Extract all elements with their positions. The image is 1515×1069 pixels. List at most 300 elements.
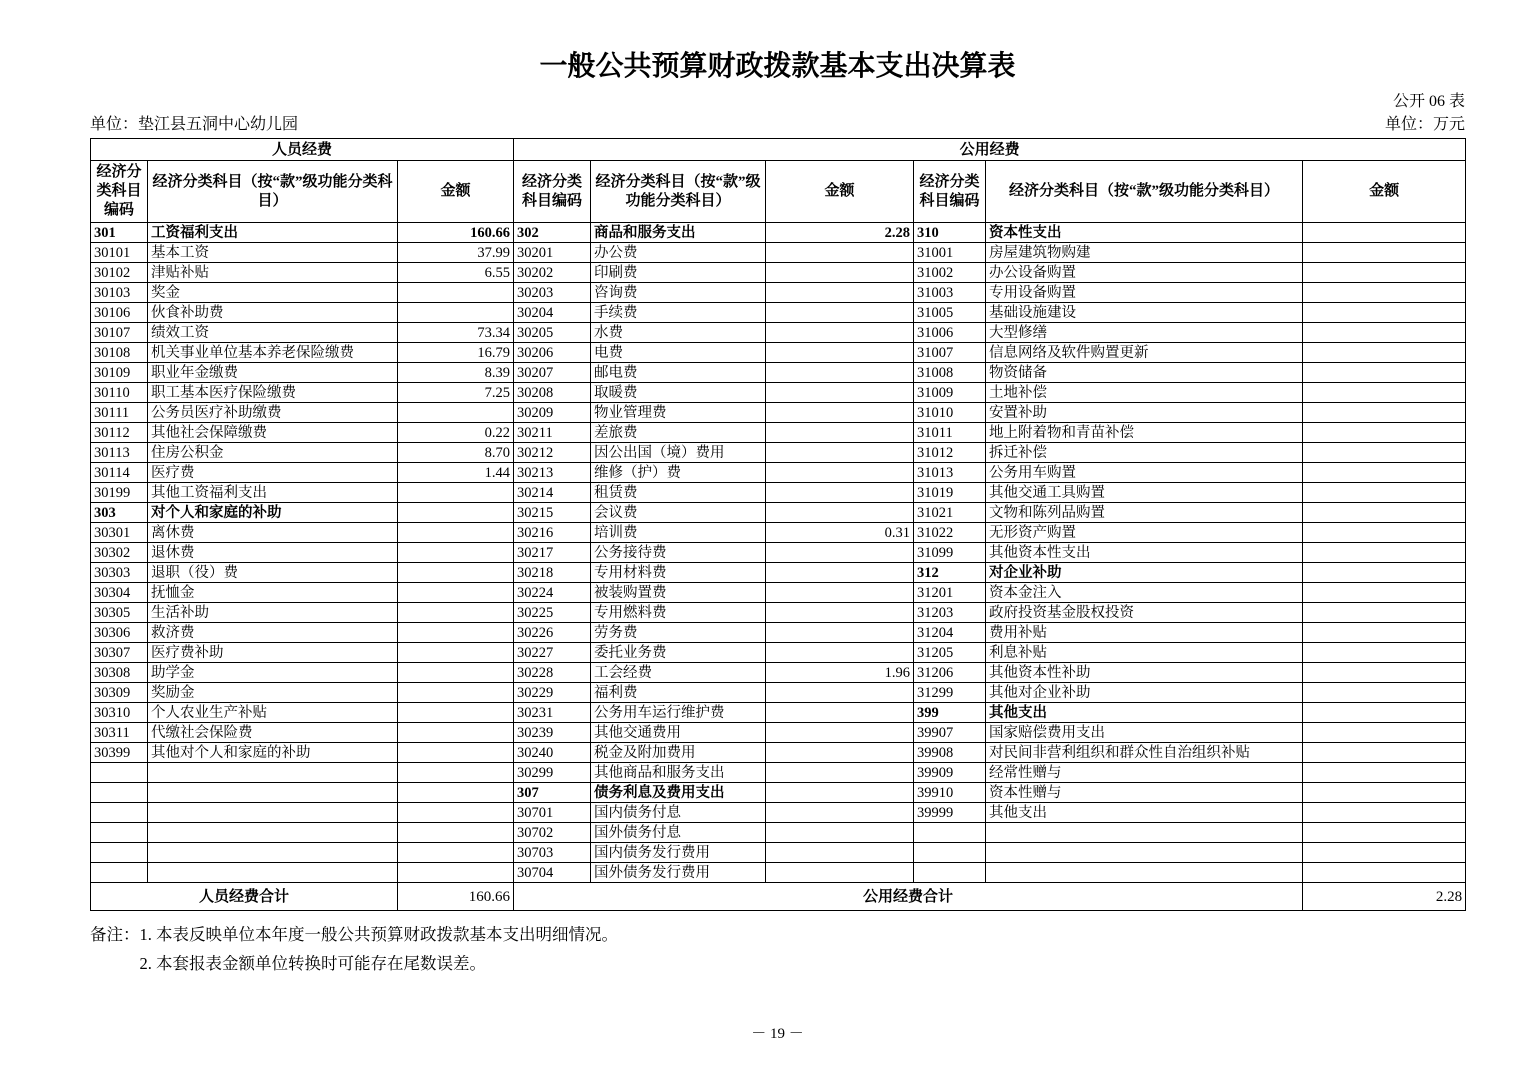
table-row [91,863,1466,883]
table-row [91,363,1466,383]
table-row [91,603,1466,623]
code-cell: 30205 [514,323,591,343]
amount-cell [1303,783,1466,803]
code-cell: 39908 [914,743,986,763]
subject-cell: 其他对个人和家庭的补助 [148,743,398,763]
code-cell: 30702 [514,823,591,843]
amount-cell [766,763,914,783]
subject-cell: 国内债务付息 [591,803,766,823]
amount-cell [398,563,514,583]
subject-cell: 信息网络及软件购置更新 [986,343,1303,363]
subject-cell: 文物和陈列品购置 [986,503,1303,523]
subject-cell: 退职（役）费 [148,563,398,583]
subject-cell: 机关事业单位基本养老保险缴费 [148,343,398,363]
subject-cell [986,863,1303,883]
table-row [91,543,1466,563]
table-row [91,443,1466,463]
code-cell [914,863,986,883]
subject-cell: 其他支出 [986,803,1303,823]
subject-cell: 房屋建筑物购建 [986,243,1303,263]
amount-cell [766,243,914,263]
code-cell: 30704 [514,863,591,883]
code-cell: 30112 [91,423,148,443]
subject-cell: 助学金 [148,663,398,683]
amount-cell [398,783,514,803]
code-cell: 312 [914,563,986,583]
amount-cell [766,603,914,623]
amount-cell [1303,463,1466,483]
amount-cell [1303,563,1466,583]
code-cell: 31201 [914,583,986,603]
amount-cell [1303,383,1466,403]
amount-cell [766,723,914,743]
code-cell: 30113 [91,443,148,463]
subject-cell: 对个人和家庭的补助 [148,503,398,523]
code-cell: 30308 [91,663,148,683]
code-cell: 30306 [91,623,148,643]
subject-cell [986,823,1303,843]
code-cell: 31203 [914,603,986,623]
table-row [91,243,1466,263]
amount-cell [398,303,514,323]
table-row [91,423,1466,443]
amount-cell: 6.55 [398,263,514,283]
subject-cell: 资本金注入 [986,583,1303,603]
code-cell: 30103 [91,283,148,303]
notes-lines [140,920,619,978]
code-cell: 303 [91,503,148,523]
amount-cell [398,863,514,883]
subject-cell: 专用材料费 [591,563,766,583]
subject-cell: 办公费 [591,243,766,263]
amount-cell [398,523,514,543]
amount-cell [1303,703,1466,723]
amount-cell [766,783,914,803]
amount-cell: 7.25 [398,383,514,403]
code-cell: 30299 [514,763,591,783]
amount-cell: 0.22 [398,423,514,443]
subject-cell: 公务用车运行维护费 [591,703,766,723]
page-title: 一般公共预算财政拨款基本支出决算表 [539,51,1016,82]
amount-cell [766,703,914,723]
amount-cell [766,683,914,703]
table-row [91,643,1466,663]
subject-cell: 其他工资福利支出 [148,483,398,503]
table-row [91,223,1466,243]
amount-cell [1303,263,1466,283]
code-cell: 30310 [91,703,148,723]
code-cell: 30305 [91,603,148,623]
amount-cell [398,723,514,743]
amount-cell: 2.28 [766,223,914,243]
amount-cell [766,383,914,403]
code-cell: 30304 [91,583,148,603]
amount-cell [1303,583,1466,603]
code-cell: 30211 [514,423,591,443]
public-total-amount: 2.28 [1303,883,1466,911]
code-cell: 30102 [91,263,148,283]
code-cell: 30309 [91,683,148,703]
amount-cell [398,763,514,783]
amount-cell [1303,443,1466,463]
code-cell: 30107 [91,323,148,343]
amount-cell [1303,863,1466,883]
amount-cell [766,283,914,303]
code-cell: 31009 [914,383,986,403]
subject-cell: 个人农业生产补贴 [148,703,398,723]
subject-cell: 公务用车购置 [986,463,1303,483]
code-cell: 30110 [91,383,148,403]
amount-cell [1303,603,1466,623]
subject-cell: 离休费 [148,523,398,543]
subject-cell: 职业年金缴费 [148,363,398,383]
subject-cell: 奖励金 [148,683,398,703]
table-row [91,483,1466,503]
subject-cell: 大型修缮 [986,323,1303,343]
amount-cell [766,263,914,283]
code-cell [91,823,148,843]
code-cell: 31204 [914,623,986,643]
subject-cell: 职工基本医疗保险缴费 [148,383,398,403]
amount-cell [398,743,514,763]
subject-cell: 咨询费 [591,283,766,303]
page-number: － 19 － [751,1026,804,1042]
subject-cell: 代缴社会保险费 [148,723,398,743]
amount-cell [766,483,914,503]
code-cell: 30216 [514,523,591,543]
col-header-amount: 金额 [766,161,914,223]
table-row [91,263,1466,283]
subject-cell: 税金及附加费用 [591,743,766,763]
code-cell: 30212 [514,443,591,463]
subject-cell: 医疗费 [148,463,398,483]
code-cell: 30239 [514,723,591,743]
code-cell: 31022 [914,523,986,543]
code-cell: 30303 [91,563,148,583]
code-cell: 30109 [91,363,148,383]
amount-cell [766,743,914,763]
code-cell: 30703 [514,843,591,863]
amount-cell [766,803,914,823]
personnel-total-label: 人员经费合计 [91,883,398,911]
subject-cell: 其他社会保障缴费 [148,423,398,443]
amount-cell [766,303,914,323]
code-cell: 399 [914,703,986,723]
group-header-row [91,139,1466,161]
table-row [91,623,1466,643]
subject-cell [148,863,398,883]
amount-cell [766,583,914,603]
col-header-subject: 经济分类科目（按“款”级功能分类科目） [148,161,398,223]
subject-cell: 津贴补贴 [148,263,398,283]
amount-cell [766,403,914,423]
subject-cell: 其他商品和服务支出 [591,763,766,783]
code-cell: 30311 [91,723,148,743]
code-cell: 31021 [914,503,986,523]
subject-cell: 其他交通费用 [591,723,766,743]
code-cell: 30203 [514,283,591,303]
code-cell [914,843,986,863]
code-cell: 302 [514,223,591,243]
amount-cell [1303,503,1466,523]
notes-label: 备注： [90,925,140,944]
code-cell: 30101 [91,243,148,263]
amount-cell [398,503,514,523]
subject-cell: 对民间非营利组织和群众性自治组织补贴 [986,743,1303,763]
code-cell: 30201 [514,243,591,263]
code-cell: 31003 [914,283,986,303]
subject-cell: 经常性赠与 [986,763,1303,783]
code-cell: 31206 [914,663,986,683]
subject-cell: 手续费 [591,303,766,323]
code-cell: 30199 [91,483,148,503]
amount-cell [1303,423,1466,443]
code-cell: 30204 [514,303,591,323]
unit-name: 单位：垫江县五洞中心幼儿园 [90,116,299,133]
subject-cell: 资本性支出 [986,223,1303,243]
code-cell: 30206 [514,343,591,363]
subject-cell [148,763,398,783]
subject-cell: 抚恤金 [148,583,398,603]
subject-cell [148,803,398,823]
amount-cell [1303,523,1466,543]
subject-cell [148,783,398,803]
subject-cell: 生活补助 [148,603,398,623]
subject-cell: 因公出国（境）费用 [591,443,766,463]
table-row [91,683,1466,703]
code-cell: 30226 [514,623,591,643]
table-row [91,283,1466,303]
subject-cell: 国家赔偿费用支出 [986,723,1303,743]
code-cell: 30108 [91,343,148,363]
subject-cell: 债务利息及费用支出 [591,783,766,803]
code-cell [91,783,148,803]
subject-cell: 专用燃料费 [591,603,766,623]
subject-cell: 差旅费 [591,423,766,443]
code-cell: 39910 [914,783,986,803]
subject-cell: 基本工资 [148,243,398,263]
code-cell: 30701 [514,803,591,823]
amount-cell [1303,223,1466,243]
amount-cell [766,363,914,383]
amount-cell [1303,283,1466,303]
table-row [91,343,1466,363]
amount-cell [1303,403,1466,423]
subject-cell: 安置补助 [986,403,1303,423]
subject-cell: 工资福利支出 [148,223,398,243]
subject-cell: 劳务费 [591,623,766,643]
subject-cell: 取暖费 [591,383,766,403]
code-cell: 30307 [91,643,148,663]
amount-cell: 1.96 [766,663,914,683]
note-line: 1. 本表反映单位本年度一般公共预算财政拨款基本支出明细情况。 [139,925,618,944]
table-row [91,723,1466,743]
notes [90,920,1465,978]
amount-cell [1303,823,1466,843]
subject-cell: 商品和服务支出 [591,223,766,243]
table-row [91,663,1466,683]
subject-cell [148,823,398,843]
code-cell [914,823,986,843]
col-header-amount: 金额 [1303,161,1466,223]
subject-cell: 伙食补助费 [148,303,398,323]
subject-cell: 拆迁补偿 [986,443,1303,463]
table-row [91,803,1466,823]
note-line: 2. 本套报表金额单位转换时可能存在尾数误差。 [139,954,486,973]
subject-cell: 其他资本性补助 [986,663,1303,683]
group-header-public: 公用经费 [514,139,1466,161]
table-row [91,823,1466,843]
amount-cell: 1.44 [398,463,514,483]
amount-cell [766,423,914,443]
code-cell: 30208 [514,383,591,403]
money-unit: 单位：万元 [1384,116,1465,133]
code-cell: 30225 [514,603,591,623]
table-row [91,563,1466,583]
subject-cell: 办公设备购置 [986,263,1303,283]
subject-cell: 国外债务发行费用 [591,863,766,883]
meta-row [90,115,1465,135]
subject-cell: 基础设施建设 [986,303,1303,323]
table-row [91,503,1466,523]
subject-cell: 被装购置费 [591,583,766,603]
subject-cell: 政府投资基金股权投资 [986,603,1303,623]
subject-cell: 物业管理费 [591,403,766,423]
code-cell: 30227 [514,643,591,663]
code-cell: 31013 [914,463,986,483]
amount-cell [1303,243,1466,263]
code-cell: 30231 [514,703,591,723]
amount-cell [398,803,514,823]
subject-cell: 其他资本性支出 [986,543,1303,563]
amount-cell [398,663,514,683]
code-cell [91,763,148,783]
code-cell: 30217 [514,543,591,563]
amount-cell [1303,843,1466,863]
amount-cell [766,443,914,463]
subject-cell: 工会经费 [591,663,766,683]
code-cell: 30224 [514,583,591,603]
amount-cell [398,643,514,663]
code-cell: 31005 [914,303,986,323]
col-header-code: 经济分类科目编码 [514,161,591,223]
code-cell: 31002 [914,263,986,283]
code-cell: 30207 [514,363,591,383]
col-header-code: 经济分类科目编码 [914,161,986,223]
amount-cell [766,323,914,343]
code-cell: 39907 [914,723,986,743]
code-cell: 31001 [914,243,986,263]
amount-cell: 0.31 [766,523,914,543]
table-row [91,583,1466,603]
code-cell: 30215 [514,503,591,523]
table-row [91,383,1466,403]
code-cell: 30209 [514,403,591,423]
amount-cell: 73.34 [398,323,514,343]
amount-cell [1303,743,1466,763]
subject-cell: 邮电费 [591,363,766,383]
code-cell: 30214 [514,483,591,503]
personnel-total-amount: 160.66 [398,883,514,911]
column-header-row [91,161,1466,223]
col-header-code: 经济分类科目编码 [91,161,148,223]
subject-cell: 救济费 [148,623,398,643]
code-cell: 31008 [914,363,986,383]
col-header-subject: 经济分类科目（按“款”级功能分类科目） [591,161,766,223]
amount-cell [766,563,914,583]
amount-cell [1303,763,1466,783]
subject-cell: 地上附着物和青苗补偿 [986,423,1303,443]
table-row [91,463,1466,483]
subject-cell: 奖金 [148,283,398,303]
amount-cell [766,503,914,523]
amount-cell [398,823,514,843]
amount-cell [1303,483,1466,503]
code-cell [91,863,148,883]
amount-cell [766,463,914,483]
subject-cell: 其他交通工具购置 [986,483,1303,503]
code-cell: 30114 [91,463,148,483]
code-cell: 31010 [914,403,986,423]
amount-cell [1303,663,1466,683]
code-cell: 30228 [514,663,591,683]
subject-cell: 无形资产购置 [986,523,1303,543]
col-header-subject: 经济分类科目（按“款”级功能分类科目） [986,161,1303,223]
subject-cell: 委托业务费 [591,643,766,663]
code-cell: 30240 [514,743,591,763]
subject-cell: 水费 [591,323,766,343]
total-row [91,883,1466,911]
subject-cell: 绩效工资 [148,323,398,343]
amount-cell [398,543,514,563]
amount-cell [398,403,514,423]
amount-cell [1303,543,1466,563]
subject-cell [148,843,398,863]
amount-cell [398,583,514,603]
table-row [91,843,1466,863]
subject-cell: 医疗费补助 [148,643,398,663]
amount-cell [398,683,514,703]
subject-cell [986,843,1303,863]
subject-cell: 利息补贴 [986,643,1303,663]
amount-cell [766,823,914,843]
subject-cell: 资本性赠与 [986,783,1303,803]
code-cell: 30399 [91,743,148,763]
amount-cell [398,703,514,723]
code-cell: 30213 [514,463,591,483]
col-header-amount: 金额 [398,161,514,223]
subject-cell: 印刷费 [591,263,766,283]
subject-cell: 土地补偿 [986,383,1303,403]
code-cell: 30301 [91,523,148,543]
code-cell: 307 [514,783,591,803]
amount-cell [766,543,914,563]
subject-cell: 公务接待费 [591,543,766,563]
amount-cell [766,863,914,883]
code-cell: 31007 [914,343,986,363]
code-cell: 31006 [914,323,986,343]
code-cell: 31019 [914,483,986,503]
table-row [91,303,1466,323]
amount-cell [1303,723,1466,743]
subject-cell: 国内债务发行费用 [591,843,766,863]
subject-cell: 公务员医疗补助缴费 [148,403,398,423]
subject-cell: 对企业补助 [986,563,1303,583]
amount-cell [398,603,514,623]
amount-cell [766,643,914,663]
amount-cell: 37.99 [398,243,514,263]
subject-cell: 其他支出 [986,703,1303,723]
